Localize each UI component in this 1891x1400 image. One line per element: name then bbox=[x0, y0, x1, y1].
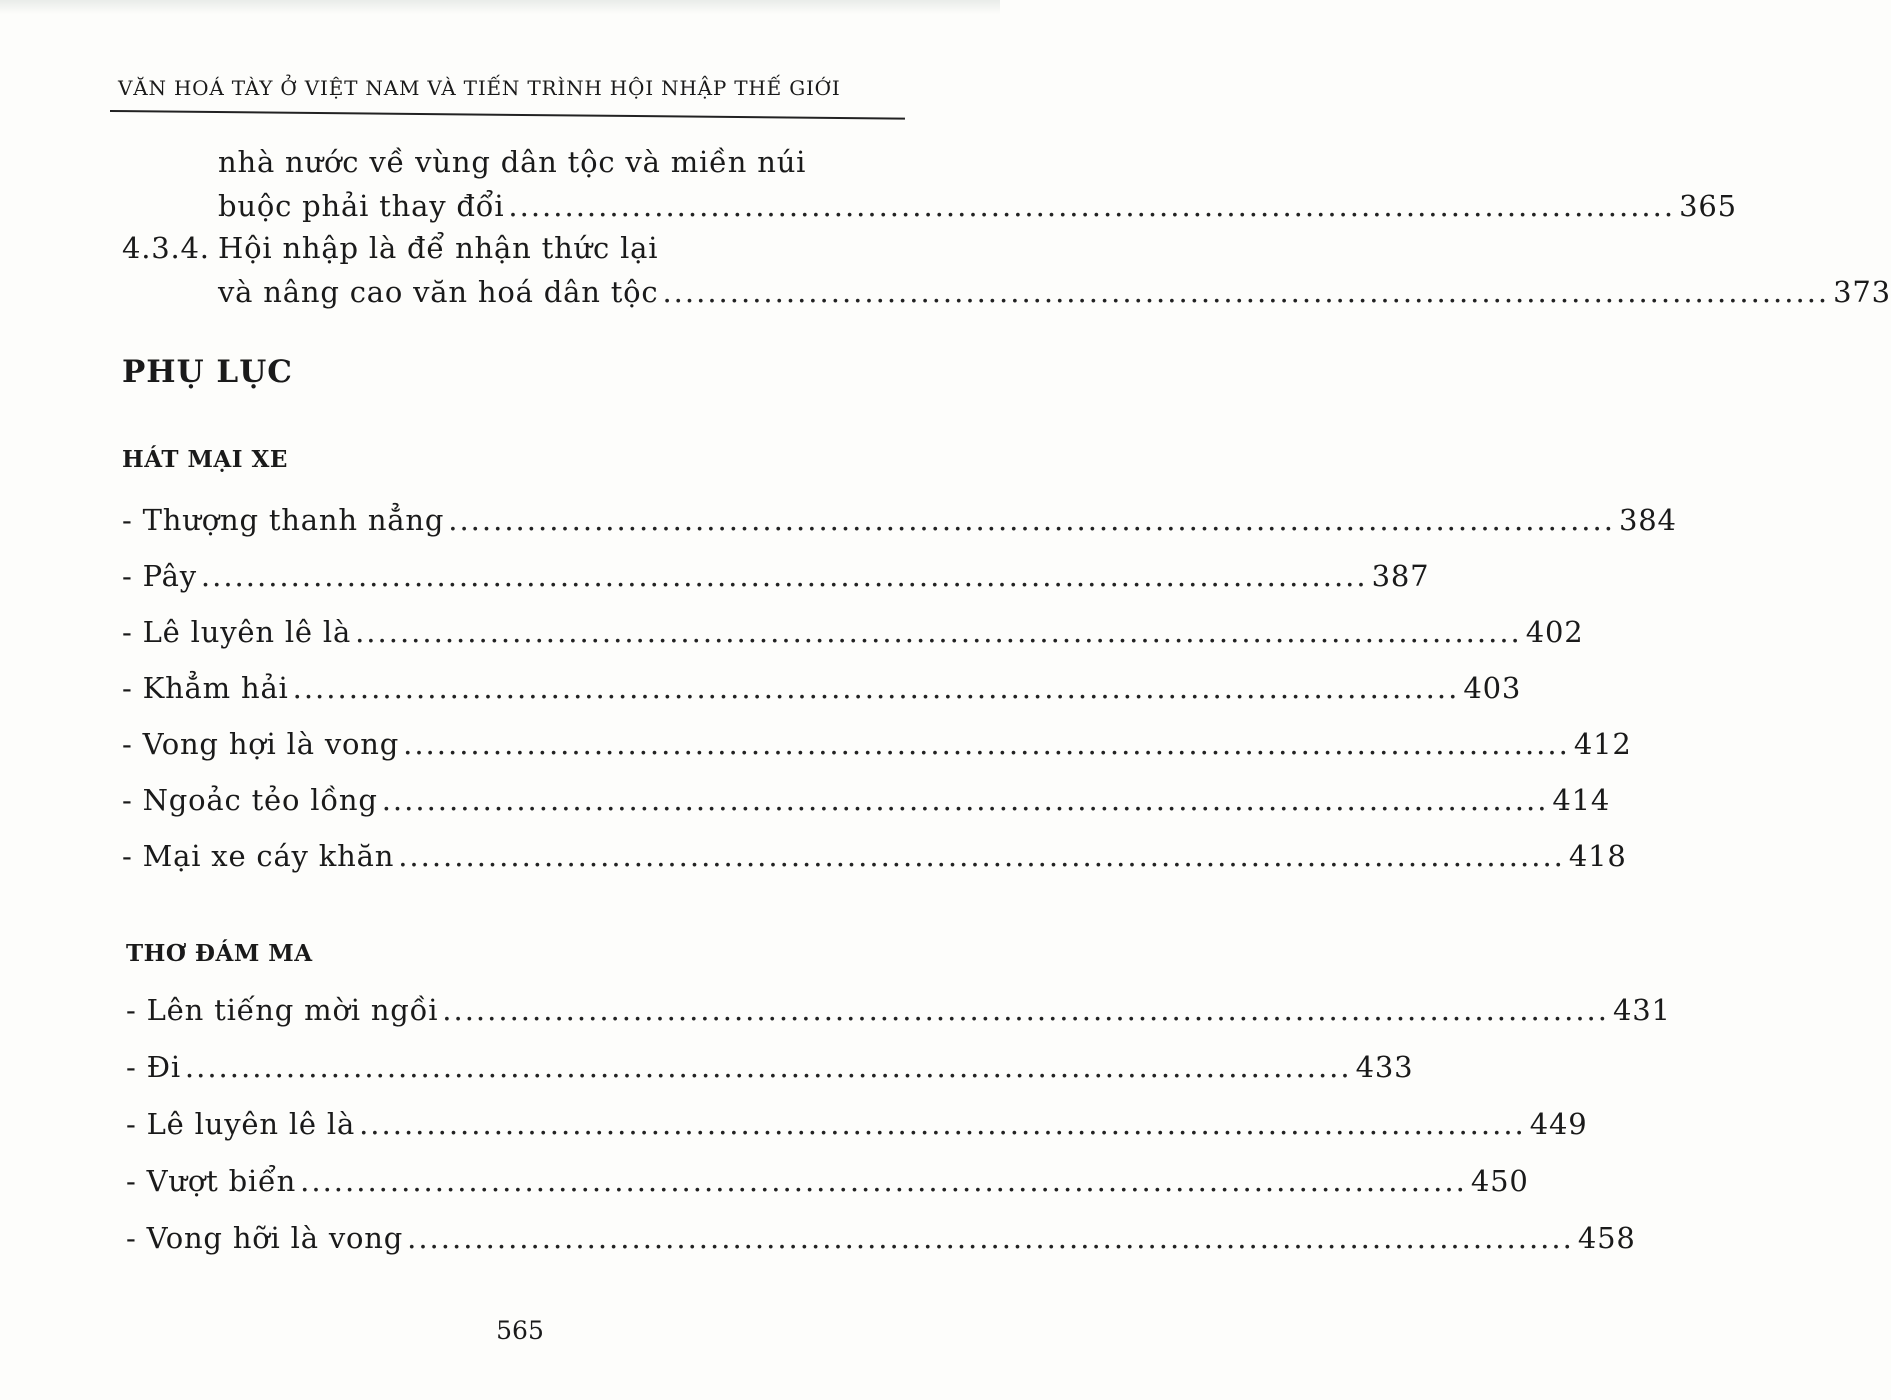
appendix-title: PHỤ LỤC bbox=[122, 354, 293, 390]
toc-page-number: 431 bbox=[1612, 993, 1671, 1027]
leader-dots: ........................................................................................................ bbox=[407, 1221, 1574, 1255]
toc-entry-label: - Vong hợi là vong bbox=[122, 727, 400, 761]
toc-entry-label: - Lên tiếng mời ngồi bbox=[126, 993, 439, 1027]
leader-dots: ........................................................................................................ bbox=[398, 839, 1565, 873]
toc-entry-label: - Vượt biển bbox=[126, 1164, 297, 1198]
toc-page-number: 373 bbox=[1833, 275, 1891, 309]
toc-page-number: 412 bbox=[1573, 727, 1632, 761]
leader-dots: ........................................................................................................ bbox=[403, 727, 1570, 761]
toc-entry bbox=[126, 1161, 1529, 1201]
toc-entry bbox=[122, 724, 1632, 764]
header-rule bbox=[110, 110, 905, 120]
toc-entry bbox=[122, 500, 1677, 540]
leader-dots: ........................................................................................................ bbox=[359, 1107, 1526, 1141]
continued-line-1: nhà nước về vùng dân tộc và miền núi bbox=[218, 145, 807, 179]
toc-page-number: 384 bbox=[1618, 503, 1677, 537]
toc-page-number: 449 bbox=[1529, 1107, 1588, 1141]
leader-dots: ........................................................................................................ bbox=[381, 783, 1549, 817]
leader-dots: ........................................................................................................ bbox=[662, 275, 1830, 309]
leader-dots: ........................................................................................................ bbox=[292, 671, 1460, 705]
section-434-line-1 bbox=[122, 228, 658, 268]
toc-entry-label: - Đi bbox=[126, 1050, 181, 1084]
leader-dots: ........................................................................................................ bbox=[442, 993, 1609, 1027]
toc-page-number: 403 bbox=[1463, 671, 1522, 705]
section-434-entry bbox=[218, 272, 1891, 312]
toc-entry bbox=[122, 668, 1522, 708]
leader-dots: ........................................................................................................ bbox=[300, 1164, 1467, 1198]
toc-entry-label: - Lê luyên lê là bbox=[126, 1107, 356, 1141]
section-number: 4.3.4. bbox=[122, 231, 210, 265]
leader-dots: ........................................................................................................ bbox=[200, 559, 1368, 593]
toc-entry bbox=[122, 780, 1611, 820]
leader-dots: ........................................................................................................ bbox=[184, 1050, 1352, 1084]
toc-entry-label: - Vong hỡi là vong bbox=[126, 1221, 404, 1255]
section-title-line-1: Hội nhập là để nhận thức lại bbox=[218, 231, 659, 265]
tho-dam-ma-title: THƠ ĐÁM MA bbox=[126, 940, 313, 967]
toc-entry-label: - Pây bbox=[122, 559, 197, 593]
toc-page-number: 387 bbox=[1371, 559, 1430, 593]
toc-page-number: 414 bbox=[1552, 783, 1611, 817]
toc-entry-label: - Ngoảc tẻo lồng bbox=[122, 783, 378, 817]
toc-entry bbox=[126, 990, 1671, 1030]
toc-entry bbox=[122, 556, 1430, 596]
toc-entry-label: buộc phải thay đổi bbox=[218, 189, 505, 223]
page-number: 565 bbox=[496, 1316, 544, 1345]
leader-dots: ........................................................................................................ bbox=[448, 503, 1615, 537]
running-head: VĂN HOÁ TÀY Ở VIỆT NAM VÀ TIẾN TRÌNH HỘI NHẬP THẾ GIỚI bbox=[118, 76, 841, 100]
toc-entry-label: - Thượng thanh nẳng bbox=[122, 503, 445, 537]
leader-dots: ........................................................................................................ bbox=[508, 189, 1676, 223]
leader-dots: ........................................................................................................ bbox=[355, 615, 1522, 649]
toc-entry-label: - Khẳm hải bbox=[122, 671, 289, 705]
continued-entry bbox=[218, 186, 1737, 226]
toc-entry-label: - Mại xe cáy khăn bbox=[122, 839, 395, 873]
toc-entry bbox=[122, 612, 1584, 652]
toc-entry-label: - Lê luyên lê là bbox=[122, 615, 352, 649]
toc-entry bbox=[122, 836, 1627, 876]
toc-page-number: 418 bbox=[1568, 839, 1627, 873]
toc-entry bbox=[126, 1218, 1636, 1258]
toc-page-number: 458 bbox=[1577, 1221, 1636, 1255]
toc-entry bbox=[126, 1047, 1414, 1087]
toc-entry-label: và nâng cao văn hoá dân tộc bbox=[218, 275, 659, 309]
page-top-edge bbox=[0, 0, 1000, 14]
toc-page-number: 365 bbox=[1679, 189, 1737, 223]
toc-page-number: 433 bbox=[1355, 1050, 1414, 1084]
toc-page-number: 450 bbox=[1470, 1164, 1529, 1198]
toc-page-number: 402 bbox=[1525, 615, 1584, 649]
toc-entry bbox=[126, 1104, 1588, 1144]
hat-mai-xe-title: HÁT MẠI XE bbox=[122, 446, 288, 473]
